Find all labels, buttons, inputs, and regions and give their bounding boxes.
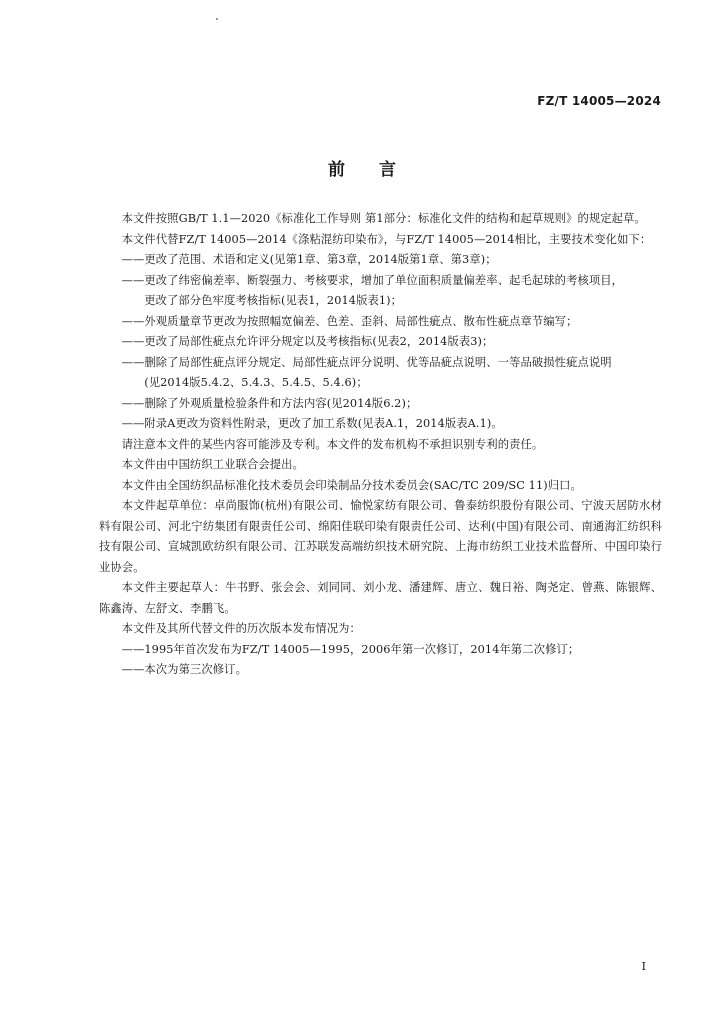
- list-item: ——更改了范围、术语和定义(见第1章、第3章，2014版第1章、第3章)；: [121, 253, 497, 266]
- list-item: ——更改了局部性疵点允许评分规定以及考核指标(见表2，2014版表3)；: [121, 335, 494, 348]
- paragraph-history-intro: 本文件及其所代替文件的历次版本发布情况为：: [121, 622, 361, 635]
- paragraph-replacement: 本文件代替FZ/T 14005—2014《涤粘混纺印染布》，与FZ/T 14005—2014相比，主要技术变化如下：: [121, 232, 652, 246]
- list-item: ——1995年首次发布为FZ/T 14005—1995，2006年第一次修订，2014年第二次修订；: [121, 642, 580, 656]
- list-item: ——更改了纬密偏差率、断裂强力、考核要求，增加了单位面积质量偏差率、起毛起球的考核项目， 更改了部分色牢度考核指标(见表1，2014版表1)；: [121, 273, 624, 307]
- list-item: ——删除了局部性疵点评分规定、局部性疵点评分说明、优等品疵点说明、一等品破损性疵点说明 (见2014版5.4.2、5.4.3、5.4.5、5.4.6)；: [121, 355, 612, 389]
- scan-speck: [216, 18, 218, 20]
- changes-list: [99, 250, 662, 435]
- paragraph-drafting-units: 本文件起草单位：卓尚服饰(杭州)有限公司、愉悦家纺有限公司、鲁泰纺织股份有限公司、宁波天居防水材料有限公司、河北宁纺集团有限责任公司、绵阳佳联印染有限责任公司、达利(中国)有限公司、南通海汇纺织科技有限公司、宣城凯欧纺织有限公司、江苏联发高端纺织技术研究院、上海市纺织工业技术监督所、中国印染行业协会。: [99, 499, 662, 574]
- paragraph-drafters: 本文件主要起草人：牛书野、张会会、刘同同、刘小龙、潘建辉、唐立、魏日裕、陶尧定、曾燕、陈银辉、陈鑫涛、左舒文、李鹏飞。: [99, 581, 662, 615]
- list-item: ——附录A更改为资料性附录，更改了加工系数(见表A.1，2014版表A.1)。: [121, 417, 503, 430]
- list-item: ——外观质量章节更改为按照幅宽偏差、色差、歪斜、局部性疵点、散布性疵点章节编写；: [121, 314, 578, 328]
- paragraph-drafting-rules: 本文件按照GB/T 1.1—2020《标准化工作导则 第1部分：标准化文件的结构和起草规则》的规定起草。: [121, 212, 646, 225]
- list-item: ——本次为第三次修订。: [121, 663, 247, 676]
- list-item: ——删除了外观质量检验条件和方法内容(见2014版6.2)；: [121, 396, 418, 410]
- paragraph-committee: 本文件由全国纺织品标准化技术委员会印染制品分技术委员会(SAC/TC 209/SC 11)归口。: [121, 478, 582, 492]
- history-list: [99, 640, 662, 681]
- preface-body: [99, 209, 662, 681]
- paragraph-patent-notice: 请注意本文件的某些内容可能涉及专利。本文件的发布机构不承担识别专利的责任。: [121, 437, 544, 451]
- page-title: 前言: [328, 160, 430, 180]
- paragraph-proposer: 本文件由中国纺织工业联合会提出。: [121, 458, 304, 471]
- page-number: I: [641, 960, 646, 973]
- standard-number: FZ/T 14005—2024: [537, 94, 661, 108]
